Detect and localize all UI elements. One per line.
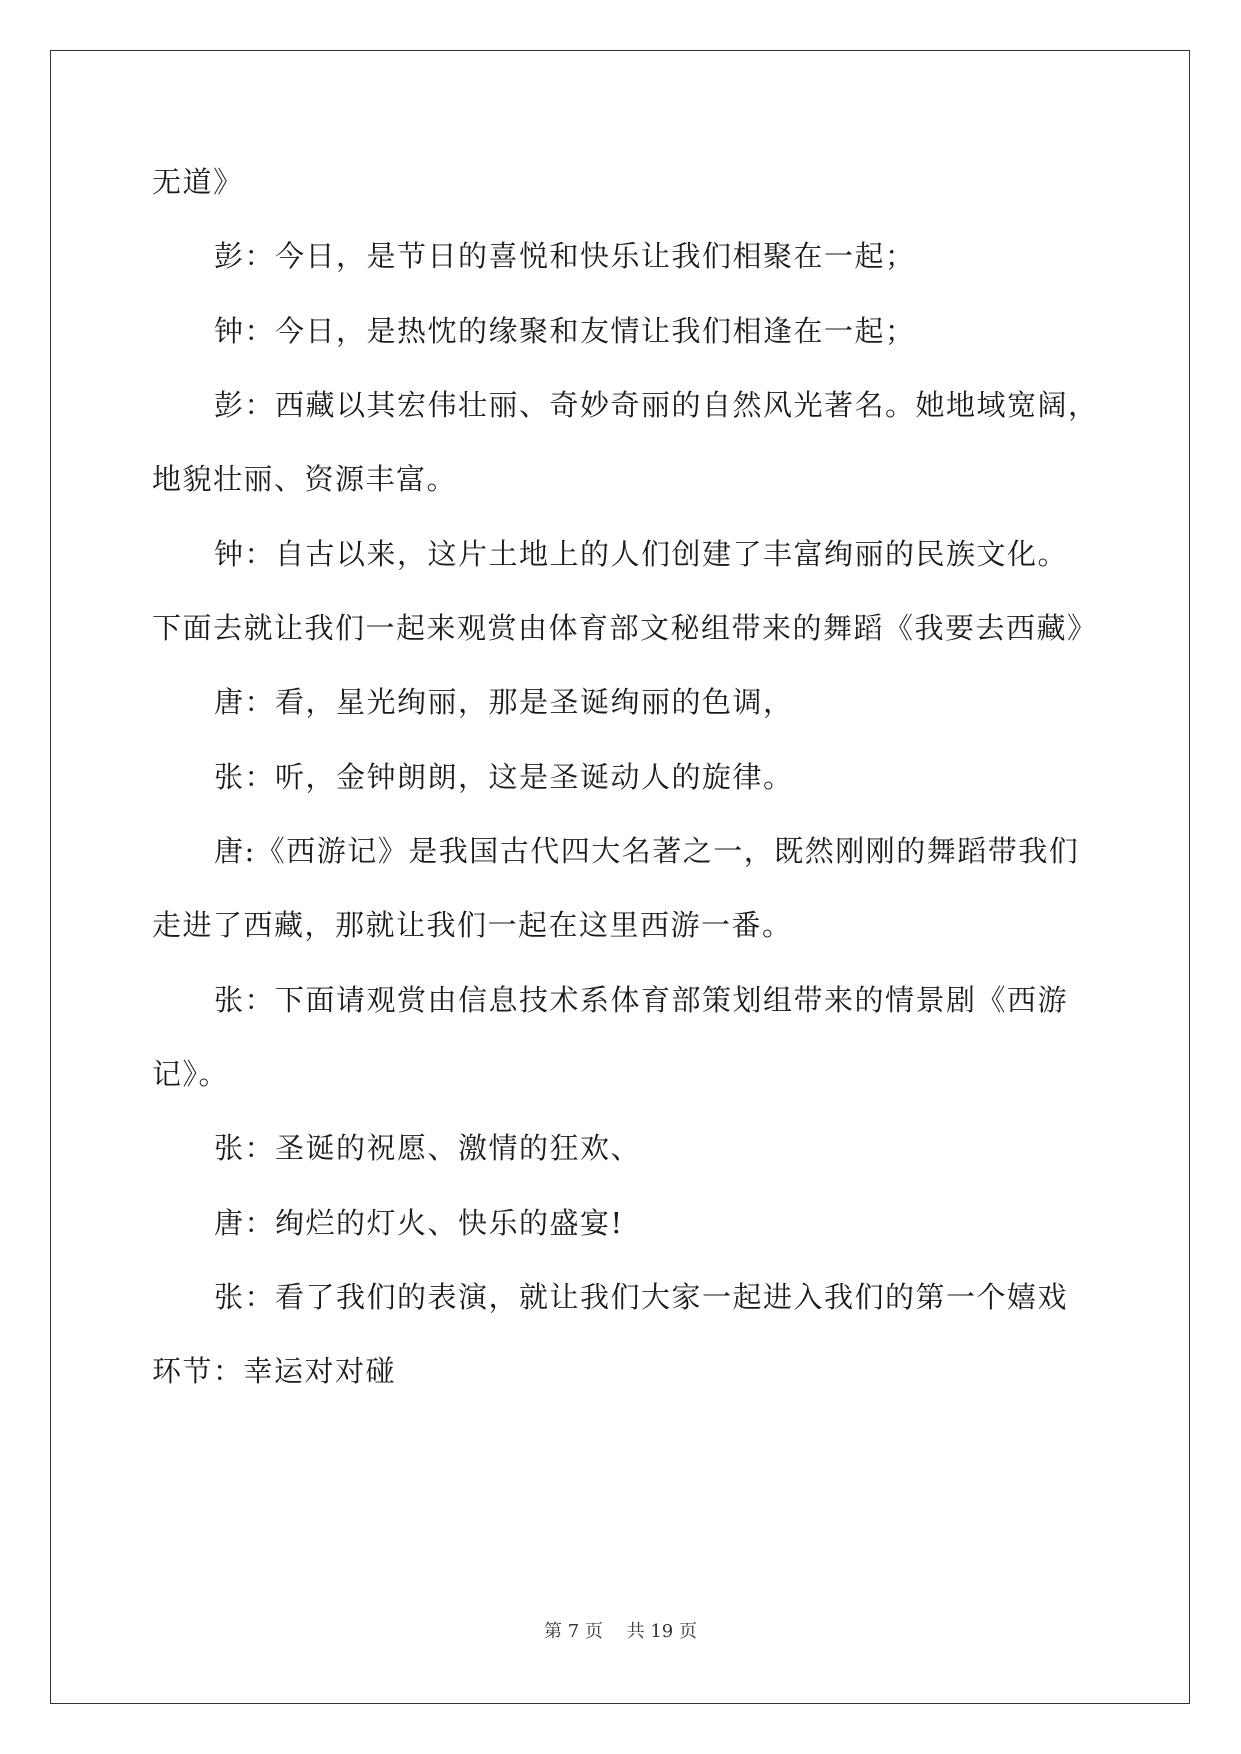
text-line: 走进了西藏，那就让我们一起在这里西游一番。 [152, 908, 793, 942]
text-line: 唐:《西游记》是我国古代四大名著之一，既然刚刚的舞蹈带我们 [214, 834, 1080, 868]
text-line: 钟：今日，是热忱的缘聚和友情让我们相逢在一起； [214, 314, 916, 348]
text-line: 张：听，金钟朗朗，这是圣诞动人的旋律。 [214, 760, 794, 794]
text-line: 无道》 [152, 165, 244, 199]
text-line: 张：圣诞的祝愿、激情的狂欢、 [214, 1131, 642, 1165]
text-line: 环节：幸运对对碰 [152, 1354, 397, 1388]
page-border [50, 50, 1190, 1704]
text-line: 唐：看，星光绚丽，那是圣诞绚丽的色调， [214, 685, 794, 719]
text-line: 唐：绚烂的灯火、快乐的盛宴! [214, 1206, 624, 1240]
text-line: 钟：自古以来，这片土地上的人们创建了丰富绚丽的民族文化。 [214, 537, 1069, 571]
text-line: 地貌壮丽、资源丰富。 [152, 462, 458, 496]
text-line: 彭：今日，是节日的喜悦和快乐让我们相聚在一起； [214, 239, 916, 273]
text-line: 彭：西藏以其宏伟壮丽、奇妙奇丽的自然风光著名。她地域宽阔， [214, 388, 1099, 422]
text-line: 记》。 [152, 1057, 230, 1091]
text-line: 下面去就让我们一起来观赏由体育部文秘组带来的舞蹈《我要去西藏》 [152, 611, 1098, 645]
text-line: 张：下面请观赏由信息技术系体育部策划组带来的情景剧《西游 [214, 983, 1069, 1017]
text-line: 张：看了我们的表演，就让我们大家一起进入我们的第一个嬉戏 [214, 1280, 1069, 1314]
page-number: 第 7 页 共 19 页 [544, 1621, 697, 1642]
